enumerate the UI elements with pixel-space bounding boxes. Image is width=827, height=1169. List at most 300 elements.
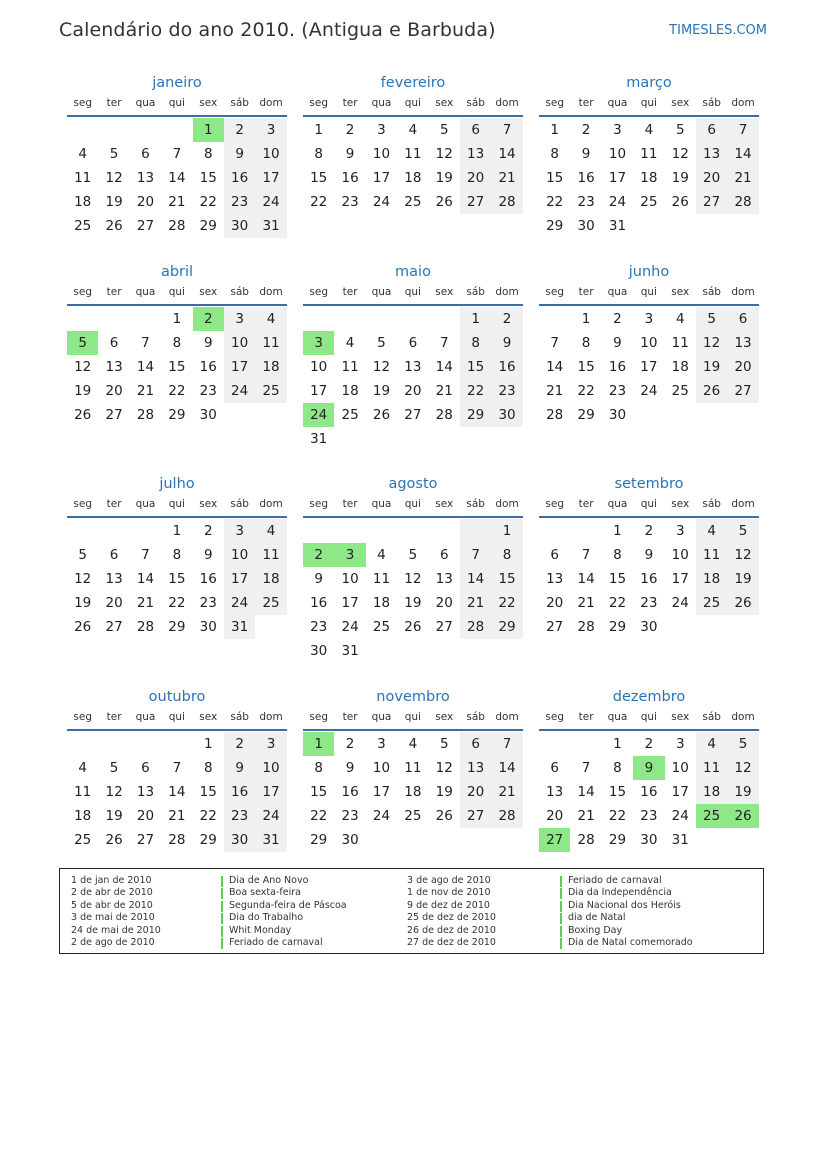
day-cell[interactable]: 10	[372, 760, 391, 776]
day-cell[interactable]: 12	[727, 756, 758, 780]
day-cell[interactable]: 23	[224, 190, 255, 214]
day-cell[interactable]: 4	[78, 146, 87, 162]
day-cell[interactable]: 19	[727, 567, 758, 591]
day-cell[interactable]: 13	[136, 170, 155, 186]
day-cell[interactable]: 29	[577, 407, 595, 423]
day-cell[interactable]: 31	[608, 218, 627, 234]
day-cell[interactable]: 26	[727, 591, 758, 615]
day-cell[interactable]: 17	[372, 170, 391, 186]
day-cell[interactable]: 12	[696, 331, 727, 355]
day-cell[interactable]: 27	[546, 619, 564, 635]
day-cell[interactable]: 6	[550, 547, 559, 563]
day-cell[interactable]: 26	[74, 619, 92, 635]
day-cell[interactable]: 30	[224, 828, 255, 852]
day-cell[interactable]: 19	[404, 595, 422, 611]
day-cell[interactable]: 18	[696, 780, 727, 804]
day-cell[interactable]: 12	[372, 359, 391, 375]
day-cell[interactable]: 21	[491, 780, 522, 804]
day-cell[interactable]: 22	[577, 383, 595, 399]
day-cell[interactable]: 30	[491, 403, 522, 427]
day-cell[interactable]: 21	[577, 808, 595, 824]
day-cell[interactable]: 6	[460, 118, 491, 142]
day-cell[interactable]: 19	[727, 780, 758, 804]
day-cell[interactable]: 17	[671, 784, 689, 800]
day-cell[interactable]: 22	[608, 595, 627, 611]
day-cell[interactable]: 27	[105, 407, 123, 423]
day-cell[interactable]: 26	[105, 218, 123, 234]
day-cell[interactable]: 27	[727, 379, 758, 403]
day-cell[interactable]: 17	[640, 359, 658, 375]
day-cell[interactable]: 16	[224, 166, 255, 190]
day-cell[interactable]: 10	[255, 756, 286, 780]
day-cell[interactable]: 30	[640, 832, 658, 848]
day-cell[interactable]: 8	[613, 547, 622, 563]
day-cell[interactable]: 11	[696, 756, 727, 780]
day-cell[interactable]: 2	[345, 122, 355, 138]
day-cell[interactable]: 29	[546, 218, 564, 234]
day-cell[interactable]: 10	[372, 146, 391, 162]
day-cell[interactable]: 25	[696, 591, 727, 615]
day-cell[interactable]: 2	[224, 732, 255, 756]
day-cell[interactable]: 23	[199, 595, 217, 611]
day-cell[interactable]: 14	[168, 170, 186, 186]
day-cell[interactable]: 3	[224, 519, 255, 543]
day-cell[interactable]: 25	[372, 619, 391, 635]
day-cell[interactable]: 18	[696, 567, 727, 591]
day-cell[interactable]: 7	[581, 547, 591, 563]
day-cell[interactable]: 2	[581, 122, 591, 138]
day-cell[interactable]: 21	[546, 383, 564, 399]
day-cell[interactable]: 20	[136, 808, 155, 824]
day-cell[interactable]: 22	[546, 194, 564, 210]
day-cell[interactable]: 9	[581, 146, 591, 162]
day-cell[interactable]: 30	[341, 832, 359, 848]
day-cell[interactable]: 20	[546, 808, 564, 824]
day-cell[interactable]: 15	[168, 571, 186, 587]
day-cell[interactable]: 19	[105, 194, 123, 210]
day-cell[interactable]: 16	[341, 784, 359, 800]
day-cell[interactable]: 22	[168, 383, 186, 399]
day-cell[interactable]: 3	[644, 311, 654, 327]
day-cell[interactable]: 9	[613, 335, 622, 351]
day-cell[interactable]: 14	[136, 359, 155, 375]
day-cell[interactable]: 19	[74, 595, 92, 611]
day-cell[interactable]: 2	[203, 523, 213, 539]
day-cell[interactable]: 23	[224, 804, 255, 828]
day-cell[interactable]: 25	[404, 808, 422, 824]
day-cell[interactable]: 28	[577, 832, 595, 848]
day-cell[interactable]: 21	[435, 383, 453, 399]
day-cell[interactable]: 24	[671, 595, 689, 611]
day-cell[interactable]: 6	[408, 335, 418, 351]
day-cell[interactable]: 27	[105, 619, 123, 635]
day-cell[interactable]: 17	[224, 355, 255, 379]
day-cell[interactable]: 13	[696, 142, 727, 166]
day-cell[interactable]: 23	[341, 808, 359, 824]
day-cell[interactable]: 5	[377, 335, 386, 351]
holiday-day-cell[interactable]: 5	[67, 331, 98, 355]
day-cell[interactable]: 12	[404, 571, 422, 587]
day-cell[interactable]: 7	[172, 760, 182, 776]
day-cell[interactable]: 12	[105, 784, 123, 800]
day-cell[interactable]: 1	[203, 736, 213, 752]
day-cell[interactable]: 20	[696, 166, 727, 190]
day-cell[interactable]: 28	[168, 832, 186, 848]
day-cell[interactable]: 24	[372, 808, 391, 824]
day-cell[interactable]: 22	[168, 595, 186, 611]
day-cell[interactable]: 15	[199, 170, 217, 186]
day-cell[interactable]: 16	[224, 780, 255, 804]
day-cell[interactable]: 19	[435, 170, 453, 186]
day-cell[interactable]: 14	[435, 359, 453, 375]
day-cell[interactable]: 16	[640, 784, 658, 800]
day-cell[interactable]: 22	[491, 591, 522, 615]
day-cell[interactable]: 8	[613, 760, 622, 776]
day-cell[interactable]: 6	[109, 547, 119, 563]
day-cell[interactable]: 1	[613, 736, 622, 752]
day-cell[interactable]: 31	[310, 431, 328, 447]
day-cell[interactable]: 27	[136, 218, 155, 234]
day-cell[interactable]: 16	[577, 170, 595, 186]
day-cell[interactable]: 18	[255, 567, 286, 591]
day-cell[interactable]: 25	[671, 383, 689, 399]
day-cell[interactable]: 9	[203, 335, 213, 351]
day-cell[interactable]: 22	[199, 194, 217, 210]
day-cell[interactable]: 11	[255, 331, 286, 355]
day-cell[interactable]: 7	[460, 543, 491, 567]
day-cell[interactable]: 22	[310, 194, 328, 210]
day-cell[interactable]: 8	[203, 760, 213, 776]
day-cell[interactable]: 29	[168, 619, 186, 635]
day-cell[interactable]: 3	[675, 736, 685, 752]
day-cell[interactable]: 1	[491, 519, 522, 543]
holiday-day-cell[interactable]: 9	[633, 756, 664, 780]
day-cell[interactable]: 8	[491, 543, 522, 567]
day-cell[interactable]: 28	[136, 407, 155, 423]
day-cell[interactable]: 19	[372, 383, 391, 399]
day-cell[interactable]: 29	[310, 832, 328, 848]
day-cell[interactable]: 12	[435, 146, 453, 162]
day-cell[interactable]: 5	[439, 736, 449, 752]
day-cell[interactable]: 13	[105, 359, 123, 375]
day-cell[interactable]: 26	[435, 808, 453, 824]
day-cell[interactable]: 17	[341, 595, 359, 611]
day-cell[interactable]: 6	[439, 547, 449, 563]
day-cell[interactable]: 18	[640, 170, 658, 186]
holiday-day-cell[interactable]: 24	[303, 403, 334, 427]
day-cell[interactable]: 7	[439, 335, 449, 351]
day-cell[interactable]: 10	[224, 331, 255, 355]
day-cell[interactable]: 8	[550, 146, 559, 162]
day-cell[interactable]: 17	[310, 383, 328, 399]
day-cell[interactable]: 25	[255, 591, 286, 615]
holiday-day-cell[interactable]: 1	[303, 732, 334, 756]
day-cell[interactable]: 9	[203, 547, 213, 563]
site-link[interactable]: TIMESLES.COM	[669, 23, 767, 38]
day-cell[interactable]: 27	[460, 804, 491, 828]
day-cell[interactable]: 14	[577, 571, 595, 587]
holiday-day-cell[interactable]: 25	[696, 804, 727, 828]
day-cell[interactable]: 8	[314, 146, 323, 162]
day-cell[interactable]: 4	[255, 307, 286, 331]
day-cell[interactable]: 13	[404, 359, 422, 375]
holiday-day-cell[interactable]: 1	[193, 118, 224, 142]
day-cell[interactable]: 14	[491, 756, 522, 780]
day-cell[interactable]: 6	[460, 732, 491, 756]
day-cell[interactable]: 20	[460, 780, 491, 804]
day-cell[interactable]: 16	[199, 571, 217, 587]
day-cell[interactable]: 21	[727, 166, 758, 190]
day-cell[interactable]: 1	[314, 122, 323, 138]
day-cell[interactable]: 26	[404, 619, 422, 635]
day-cell[interactable]: 19	[74, 383, 92, 399]
day-cell[interactable]: 21	[491, 166, 522, 190]
day-cell[interactable]: 14	[136, 571, 155, 587]
day-cell[interactable]: 19	[671, 170, 689, 186]
day-cell[interactable]: 10	[671, 760, 689, 776]
day-cell[interactable]: 30	[224, 214, 255, 238]
day-cell[interactable]: 17	[608, 170, 627, 186]
day-cell[interactable]: 20	[435, 595, 453, 611]
day-cell[interactable]: 11	[404, 146, 422, 162]
day-cell[interactable]: 13	[460, 756, 491, 780]
day-cell[interactable]: 28	[727, 190, 758, 214]
holiday-day-cell[interactable]: 2	[303, 543, 334, 567]
day-cell[interactable]: 11	[341, 359, 359, 375]
day-cell[interactable]: 21	[168, 808, 186, 824]
day-cell[interactable]: 29	[608, 619, 627, 635]
day-cell[interactable]: 6	[141, 146, 150, 162]
day-cell[interactable]: 10	[255, 142, 286, 166]
day-cell[interactable]: 12	[105, 170, 123, 186]
day-cell[interactable]: 16	[608, 359, 627, 375]
day-cell[interactable]: 27	[404, 407, 422, 423]
day-cell[interactable]: 17	[255, 780, 286, 804]
day-cell[interactable]: 27	[460, 190, 491, 214]
day-cell[interactable]: 17	[255, 166, 286, 190]
day-cell[interactable]: 3	[255, 118, 286, 142]
day-cell[interactable]: 21	[460, 591, 491, 615]
day-cell[interactable]: 16	[310, 595, 328, 611]
day-cell[interactable]: 7	[141, 547, 150, 563]
day-cell[interactable]: 27	[435, 619, 453, 635]
day-cell[interactable]: 20	[546, 595, 564, 611]
day-cell[interactable]: 25	[255, 379, 286, 403]
day-cell[interactable]: 6	[696, 118, 727, 142]
day-cell[interactable]: 9	[224, 756, 255, 780]
day-cell[interactable]: 10	[341, 571, 359, 587]
day-cell[interactable]: 16	[341, 170, 359, 186]
day-cell[interactable]: 25	[74, 218, 92, 234]
day-cell[interactable]: 31	[255, 214, 286, 238]
day-cell[interactable]: 4	[644, 122, 654, 138]
day-cell[interactable]: 12	[727, 543, 758, 567]
day-cell[interactable]: 25	[74, 832, 92, 848]
day-cell[interactable]: 7	[581, 760, 591, 776]
day-cell[interactable]: 11	[74, 170, 92, 186]
day-cell[interactable]: 10	[224, 543, 255, 567]
day-cell[interactable]: 28	[546, 407, 564, 423]
day-cell[interactable]: 9	[314, 571, 323, 587]
day-cell[interactable]: 7	[172, 146, 182, 162]
day-cell[interactable]: 1	[581, 311, 591, 327]
day-cell[interactable]: 8	[314, 760, 323, 776]
day-cell[interactable]: 30	[199, 407, 217, 423]
day-cell[interactable]: 13	[727, 331, 758, 355]
day-cell[interactable]: 5	[78, 547, 87, 563]
day-cell[interactable]: 16	[491, 355, 522, 379]
day-cell[interactable]: 1	[613, 523, 622, 539]
day-cell[interactable]: 17	[224, 567, 255, 591]
day-cell[interactable]: 8	[172, 547, 182, 563]
day-cell[interactable]: 23	[199, 383, 217, 399]
day-cell[interactable]: 21	[168, 194, 186, 210]
day-cell[interactable]: 9	[224, 142, 255, 166]
day-cell[interactable]: 15	[608, 784, 627, 800]
day-cell[interactable]: 2	[224, 118, 255, 142]
day-cell[interactable]: 15	[310, 784, 328, 800]
day-cell[interactable]: 13	[105, 571, 123, 587]
day-cell[interactable]: 29	[199, 218, 217, 234]
day-cell[interactable]: 4	[696, 519, 727, 543]
day-cell[interactable]: 18	[341, 383, 359, 399]
day-cell[interactable]: 13	[435, 571, 453, 587]
day-cell[interactable]: 3	[377, 122, 386, 138]
day-cell[interactable]: 24	[224, 591, 255, 615]
day-cell[interactable]: 13	[136, 784, 155, 800]
day-cell[interactable]: 21	[577, 595, 595, 611]
day-cell[interactable]: 31	[671, 832, 689, 848]
day-cell[interactable]: 30	[640, 619, 658, 635]
holiday-day-cell[interactable]: 27	[539, 828, 570, 852]
day-cell[interactable]: 4	[78, 760, 87, 776]
day-cell[interactable]: 18	[74, 808, 92, 824]
day-cell[interactable]: 29	[608, 832, 627, 848]
day-cell[interactable]: 15	[310, 170, 328, 186]
day-cell[interactable]: 17	[372, 784, 391, 800]
day-cell[interactable]: 3	[675, 523, 685, 539]
day-cell[interactable]: 1	[460, 307, 491, 331]
day-cell[interactable]: 3	[613, 122, 622, 138]
holiday-day-cell[interactable]: 3	[303, 331, 334, 355]
day-cell[interactable]: 12	[74, 359, 92, 375]
day-cell[interactable]: 8	[172, 335, 182, 351]
day-cell[interactable]: 2	[613, 311, 622, 327]
day-cell[interactable]: 29	[199, 832, 217, 848]
day-cell[interactable]: 12	[671, 146, 689, 162]
day-cell[interactable]: 28	[168, 218, 186, 234]
day-cell[interactable]: 26	[372, 407, 391, 423]
day-cell[interactable]: 14	[727, 142, 758, 166]
day-cell[interactable]: 15	[199, 784, 217, 800]
day-cell[interactable]: 24	[608, 194, 627, 210]
day-cell[interactable]: 19	[435, 784, 453, 800]
day-cell[interactable]: 4	[377, 547, 386, 563]
day-cell[interactable]: 28	[435, 407, 453, 423]
day-cell[interactable]: 5	[109, 760, 119, 776]
day-cell[interactable]: 7	[550, 335, 559, 351]
day-cell[interactable]: 11	[640, 146, 658, 162]
day-cell[interactable]: 6	[141, 760, 150, 776]
day-cell[interactable]: 17	[671, 571, 689, 587]
day-cell[interactable]: 27	[696, 190, 727, 214]
day-cell[interactable]: 23	[640, 595, 658, 611]
day-cell[interactable]: 5	[675, 122, 685, 138]
day-cell[interactable]: 24	[671, 808, 689, 824]
day-cell[interactable]: 28	[491, 190, 522, 214]
day-cell[interactable]: 20	[727, 355, 758, 379]
day-cell[interactable]: 10	[671, 547, 689, 563]
day-cell[interactable]: 20	[404, 383, 422, 399]
holiday-day-cell[interactable]: 3	[334, 543, 365, 567]
day-cell[interactable]: 21	[136, 595, 155, 611]
day-cell[interactable]: 5	[727, 732, 758, 756]
day-cell[interactable]: 12	[435, 760, 453, 776]
day-cell[interactable]: 8	[460, 331, 491, 355]
day-cell[interactable]: 4	[408, 736, 418, 752]
day-cell[interactable]: 20	[136, 194, 155, 210]
day-cell[interactable]: 16	[640, 571, 658, 587]
day-cell[interactable]: 31	[341, 643, 359, 659]
day-cell[interactable]: 4	[675, 311, 685, 327]
day-cell[interactable]: 9	[345, 146, 355, 162]
day-cell[interactable]: 7	[141, 335, 150, 351]
day-cell[interactable]: 11	[671, 335, 689, 351]
day-cell[interactable]: 26	[671, 194, 689, 210]
day-cell[interactable]: 24	[224, 379, 255, 403]
day-cell[interactable]: 29	[460, 403, 491, 427]
day-cell[interactable]: 14	[577, 784, 595, 800]
day-cell[interactable]: 1	[172, 523, 182, 539]
day-cell[interactable]: 18	[671, 359, 689, 375]
day-cell[interactable]: 21	[136, 383, 155, 399]
day-cell[interactable]: 13	[460, 142, 491, 166]
day-cell[interactable]: 9	[491, 331, 522, 355]
day-cell[interactable]: 4	[255, 519, 286, 543]
day-cell[interactable]: 23	[310, 619, 328, 635]
day-cell[interactable]: 2	[644, 736, 654, 752]
day-cell[interactable]: 22	[460, 379, 491, 403]
day-cell[interactable]: 22	[199, 808, 217, 824]
day-cell[interactable]: 20	[460, 166, 491, 190]
day-cell[interactable]: 24	[255, 804, 286, 828]
day-cell[interactable]: 18	[404, 170, 422, 186]
day-cell[interactable]: 28	[460, 615, 491, 639]
day-cell[interactable]: 5	[439, 122, 449, 138]
day-cell[interactable]: 3	[224, 307, 255, 331]
day-cell[interactable]: 15	[491, 567, 522, 591]
day-cell[interactable]: 1	[550, 122, 559, 138]
day-cell[interactable]: 11	[74, 784, 92, 800]
day-cell[interactable]: 2	[345, 736, 355, 752]
day-cell[interactable]: 3	[377, 736, 386, 752]
day-cell[interactable]: 2	[644, 523, 654, 539]
day-cell[interactable]: 19	[696, 355, 727, 379]
day-cell[interactable]: 7	[491, 118, 522, 142]
day-cell[interactable]: 27	[136, 832, 155, 848]
day-cell[interactable]: 2	[491, 307, 522, 331]
day-cell[interactable]: 13	[546, 784, 564, 800]
day-cell[interactable]: 24	[341, 619, 359, 635]
day-cell[interactable]: 11	[372, 571, 391, 587]
day-cell[interactable]: 25	[640, 194, 658, 210]
day-cell[interactable]: 20	[105, 595, 123, 611]
day-cell[interactable]: 24	[255, 190, 286, 214]
day-cell[interactable]: 24	[640, 383, 658, 399]
day-cell[interactable]: 31	[255, 828, 286, 852]
day-cell[interactable]: 14	[460, 567, 491, 591]
day-cell[interactable]: 22	[310, 808, 328, 824]
